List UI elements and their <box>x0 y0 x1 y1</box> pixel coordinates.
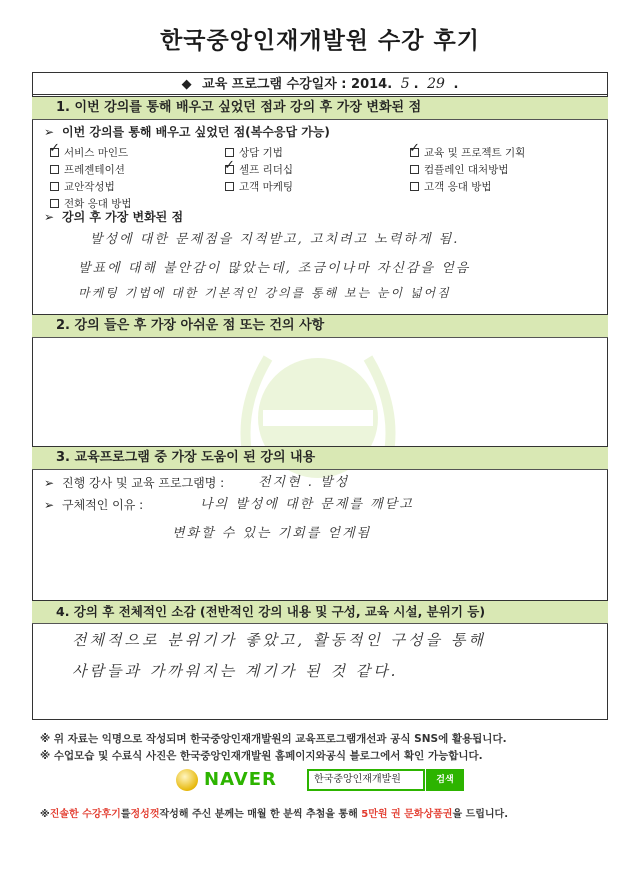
checkbox[interactable] <box>50 182 59 191</box>
section-3-heading: 3. 교육프로그램 중 가장 도움이 된 강의 내용 <box>32 446 608 470</box>
instructor-label: 진행 강사 및 교육 프로그램명 : <box>62 476 225 490</box>
note3-mid2: 작성해 주신 분께는 매월 한 분씩 추첨을 통해 <box>159 809 358 820</box>
answer-4-line-2: 사람들과 가까워지는 계기가 된 것 같다. <box>72 662 399 680</box>
section-4-heading: 4. 강의 후 전체적인 소감 (전반적인 강의 내용 및 구성, 교육 시설, 분위기 등) <box>32 600 608 624</box>
option-item[interactable] <box>410 162 508 177</box>
option-item[interactable] <box>410 145 525 160</box>
instructor-answer: 전지현 . 발성 <box>258 475 350 490</box>
option-label: 컴플레인 대처방법 <box>424 164 509 176</box>
section-2-heading: 2. 강의 들은 후 가장 아쉬운 점 또는 건의 사항 <box>32 314 608 338</box>
note3-end: 을 드립니다. <box>452 809 509 820</box>
date-end: . <box>453 77 459 92</box>
section-1-heading: 1. 이번 강의를 통해 배우고 싶었던 점과 강의 후 가장 변화된 점 <box>32 96 608 120</box>
naver-ball-icon <box>176 769 198 791</box>
option-label: 전화 응대 방법 <box>64 198 132 210</box>
option-label: 셀프 리더십 <box>239 164 294 176</box>
answer-4-line-1: 전체적으로 분위기가 좋았고, 활동적인 구성을 통해 <box>72 631 486 649</box>
checkbox[interactable] <box>410 148 419 157</box>
option-item[interactable] <box>50 179 115 194</box>
option-item[interactable] <box>225 162 293 177</box>
checkbox[interactable] <box>410 165 419 174</box>
option-item[interactable] <box>410 179 492 194</box>
checkbox[interactable] <box>225 182 234 191</box>
arrow-icon: ➢ <box>44 125 55 139</box>
date-label: 교육 프로그램 수강일자 : 2014. <box>202 77 393 92</box>
checkbox[interactable] <box>50 199 59 208</box>
section-1-subquestion-2 <box>44 208 183 225</box>
footer-note-1: ※ 위 자료는 익명으로 작성되며 한국중앙인재개발원의 교육프로그램개선과 공식 SNS에 활용됩니다. <box>40 733 507 745</box>
checkbox[interactable] <box>225 148 234 157</box>
note3-prefix: ※ <box>40 809 50 820</box>
instructor-row <box>44 474 224 491</box>
arrow-icon: ➢ <box>44 498 55 512</box>
note3-red3: 5만원 권 문화상품권 <box>361 809 453 820</box>
sub1-text: 이번 강의를 통해 배우고 싶었던 점(복수응답 가능) <box>62 125 330 139</box>
answer-1-line-3: 마케팅 기법에 대한 기본적인 강의를 통해 보는 눈이 넓어짐 <box>78 286 451 300</box>
date-row: ◆ 교육 프로그램 수강일자 : 2014. 5 . 29 . <box>32 72 608 94</box>
section-1-subquestion-1 <box>44 123 330 140</box>
reason-row <box>44 496 143 513</box>
sub2-text: 강의 후 가장 변화된 점 <box>62 210 184 224</box>
diamond-icon: ◆ <box>181 77 192 92</box>
naver-search-button[interactable]: 검색 <box>426 769 464 791</box>
page-title: 한국중앙인재개발원 수강 후기 <box>160 28 480 54</box>
date-month: 5 <box>400 76 410 92</box>
option-label: 고객 마케팅 <box>239 181 294 193</box>
option-label: 프레젠테이션 <box>64 164 125 176</box>
checkbox[interactable] <box>225 165 234 174</box>
checkbox[interactable] <box>50 165 59 174</box>
answer-1-line-1: 발성에 대한 문제점을 지적받고, 고치려고 노력하게 됨. <box>90 232 460 247</box>
option-item[interactable] <box>50 145 128 160</box>
reason-line-1: 나의 발성에 대한 문제를 깨닫고 <box>200 497 414 512</box>
option-label: 교안작성법 <box>64 181 115 193</box>
arrow-icon: ➢ <box>44 476 55 490</box>
reason-line-2: 변화할 수 있는 기회를 얻게됨 <box>172 526 372 541</box>
naver-logo: NAVER <box>204 769 277 790</box>
option-label: 고객 응대 방법 <box>424 181 492 193</box>
reason-label: 구체적인 이유 : <box>62 498 144 512</box>
note3-red1: 진솔한 수강후기 <box>49 809 121 820</box>
answer-1-line-2: 발표에 대해 불안감이 많았는데, 조금이나마 자신감을 얻음 <box>78 261 471 276</box>
option-item[interactable] <box>225 179 293 194</box>
checkbox[interactable] <box>410 182 419 191</box>
checkbox[interactable] <box>50 148 59 157</box>
option-label: 서비스 마인드 <box>64 147 129 159</box>
note3-mid1: 를 <box>120 809 131 820</box>
option-label: 교육 및 프로젝트 기획 <box>424 147 526 159</box>
date-day: 29 <box>427 76 445 92</box>
option-label: 상담 기법 <box>239 147 283 159</box>
footer-note-3 <box>40 805 508 820</box>
arrow-icon: ➢ <box>44 210 55 224</box>
note3-red2: 정성껏 <box>130 809 160 820</box>
option-item[interactable] <box>50 162 125 177</box>
footer-note-2: ※ 수업모습 및 수료식 사진은 한국중앙인재개발원 홈페이지와공식 블로그에서 확인 가능합니다. <box>40 750 483 762</box>
naver-search-input[interactable]: 한국중앙인재개발원 <box>307 769 425 791</box>
